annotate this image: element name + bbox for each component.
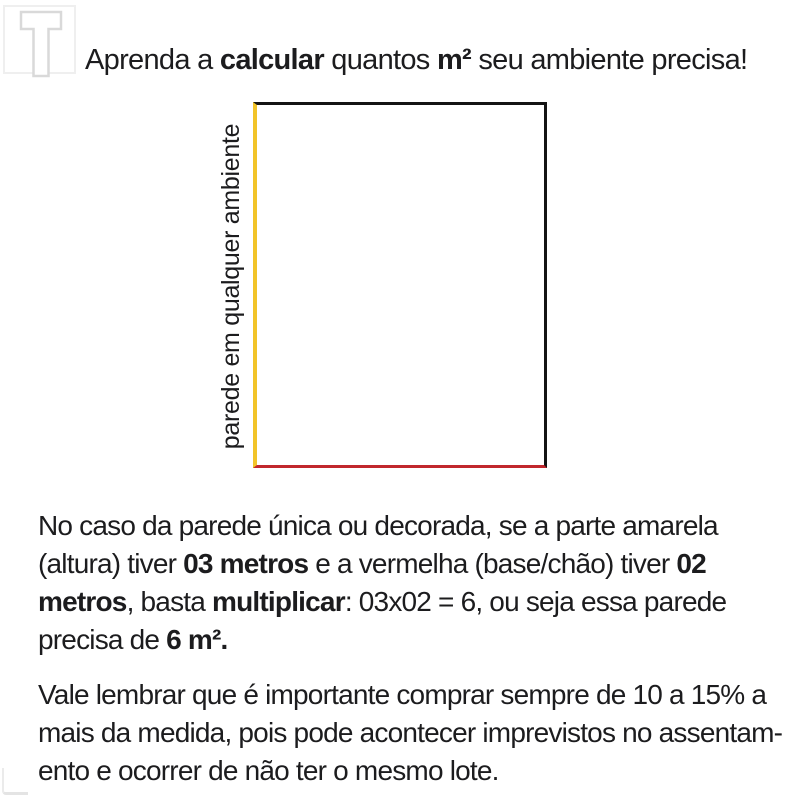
- paragraph-line: [38, 583, 778, 621]
- text-segment: mais da medida, pois pode acontecer imprevistos no assentam-: [38, 717, 783, 748]
- wall-diagram-rectangle: [253, 102, 547, 468]
- text-segment: m²: [436, 44, 471, 76]
- text-segment: : 03x02 = 6, ou seja essa parede: [344, 586, 727, 617]
- text-segment: multiplicar: [212, 586, 345, 617]
- page-title: [85, 44, 747, 77]
- text-segment: , basta: [126, 586, 213, 617]
- text-segment: ento e ocorrer de não ter o mesmo lote.: [38, 755, 499, 786]
- text-segment: Aprenda a: [85, 44, 220, 76]
- text-segment: 6 m².: [166, 624, 228, 655]
- text-segment: seu ambiente precisa!: [470, 44, 748, 76]
- brand-logo: [0, 0, 90, 90]
- text-segment: e a vermelha (base/chão) tiver: [308, 548, 677, 579]
- paragraph-line: [38, 752, 778, 790]
- text-segment: 02: [676, 548, 706, 579]
- text-segment: metros: [38, 586, 127, 617]
- tip-paragraph: [38, 676, 783, 790]
- paragraph-line: [38, 507, 778, 545]
- paragraph-line: [38, 676, 778, 714]
- paragraph-line: [38, 621, 778, 659]
- text-segment: Vale lembrar que é importante comprar sempre de 10 a 15% a: [38, 679, 767, 710]
- corner-watermark: [2, 768, 28, 795]
- wall-axis-label-text: parede em qualquer ambiente: [217, 123, 246, 450]
- text-segment: precisa de: [38, 624, 167, 655]
- calculation-paragraph: [38, 507, 778, 659]
- text-segment: quantos: [323, 44, 437, 76]
- text-segment: calcular: [219, 44, 324, 76]
- wall-axis-label: [212, 102, 252, 471]
- paragraph-line: [38, 545, 778, 583]
- text-segment: No caso da parede única ou decorada, se a parte amarela: [38, 510, 718, 541]
- text-segment: (altura) tiver: [38, 548, 184, 579]
- paragraph-line: [38, 714, 783, 752]
- text-segment: 03 metros: [183, 548, 309, 579]
- logo-t-icon: [19, 10, 63, 78]
